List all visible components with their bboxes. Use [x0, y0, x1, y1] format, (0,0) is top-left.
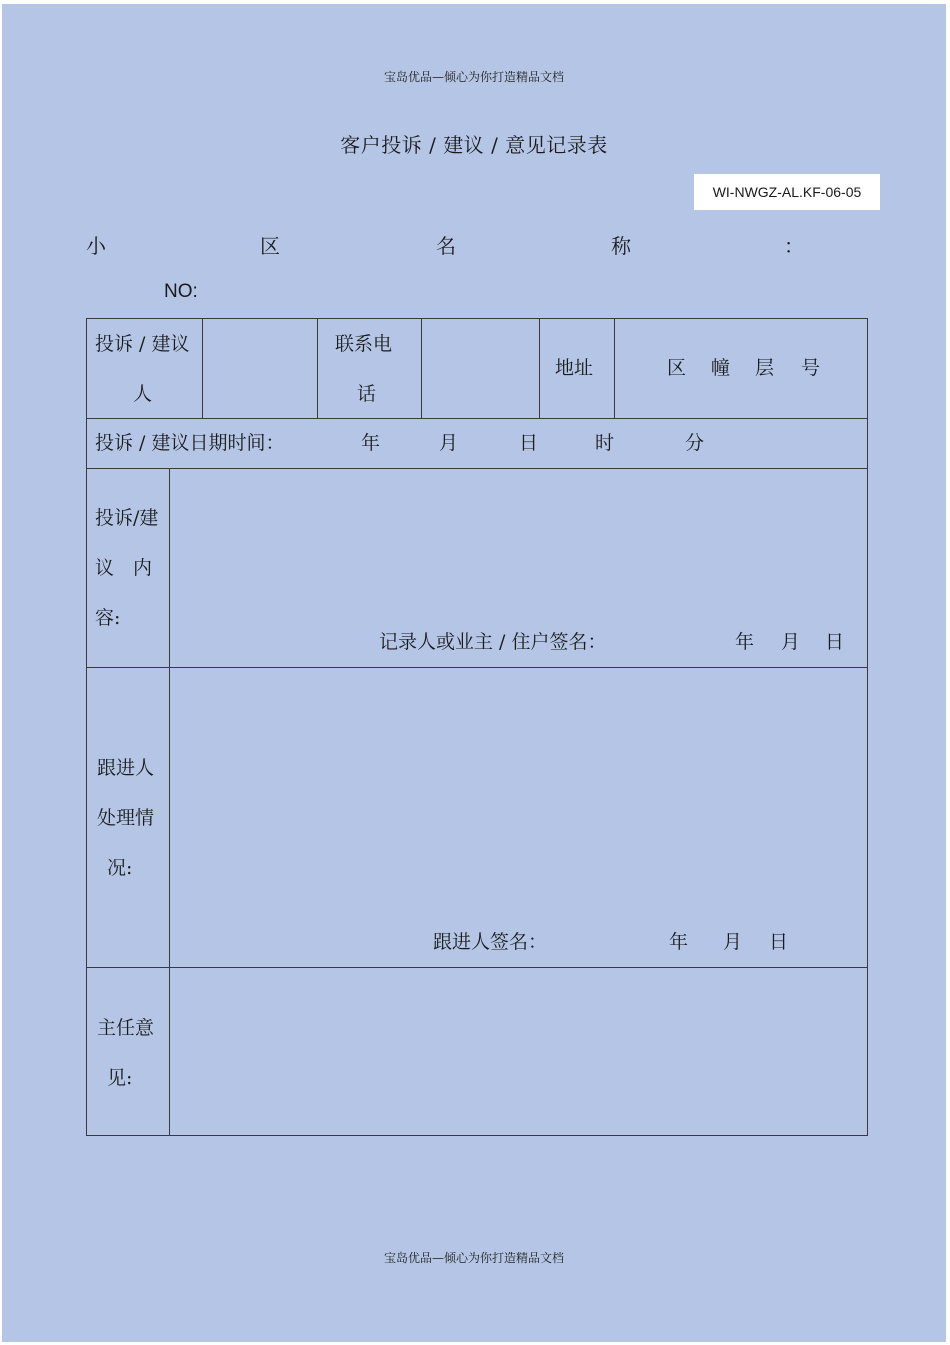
column-divider [539, 319, 540, 418]
datetime-unit-day: 日 [519, 432, 539, 454]
estate-label-char: 区 [260, 234, 280, 258]
column-divider [317, 319, 318, 418]
address-unit-number: 号 [801, 357, 821, 379]
signature-date-year: 年 [735, 631, 755, 653]
form-title: 客户投诉 / 建议 / 意见记录表 [340, 133, 608, 157]
supervisor-opinion-label: 主任意 见: [97, 1017, 155, 1089]
label-column-divider [169, 468, 170, 1135]
follow-up-date-month: 月 [723, 931, 743, 953]
phone-label: 联系电 话 [335, 333, 393, 405]
datetime-unit-year: 年 [361, 432, 381, 454]
row-divider [87, 667, 867, 668]
datetime-unit-hour: 时 [595, 432, 615, 454]
column-divider [614, 319, 615, 418]
complaint-content-label: 投诉/建 议 内 容: [95, 507, 159, 629]
follow-up-label: 跟进人 处理情 况: [97, 757, 155, 879]
record-number-label: NO: [164, 281, 198, 302]
estate-label-char: 小 [86, 234, 106, 258]
address-unit-floor: 层 [755, 357, 775, 379]
row-divider [87, 967, 867, 968]
estate-label-char: 名 [436, 234, 456, 258]
page-footer: 宝岛优品—倾心为你打造精品文档 [383, 1251, 564, 1265]
estate-name-field [84, 230, 804, 258]
signature-date-month: 月 [781, 631, 801, 653]
address-unit-building: 幢 [711, 357, 731, 379]
datetime-unit-minute: 分 [685, 432, 705, 454]
recorder-signature-label: 记录人或业主 / 住户签名： [379, 631, 607, 653]
row-divider [87, 468, 867, 469]
complainant-label: 投诉 / 建议 人 [95, 333, 190, 405]
page-header: 宝岛优品—倾心为你打造精品文档 [383, 70, 564, 84]
record-form-table [86, 318, 868, 1136]
column-divider [421, 319, 422, 418]
document-page [2, 4, 946, 1342]
estate-label-char: 称 [611, 234, 631, 258]
estate-label-char: ： [784, 234, 804, 258]
datetime-unit-month: 月 [439, 432, 459, 454]
signature-date-day: 日 [825, 631, 845, 653]
datetime-label: 投诉 / 建议日期时间： [95, 432, 285, 454]
column-divider [202, 319, 203, 418]
follow-up-date-year: 年 [669, 931, 689, 953]
follow-up-signature-label: 跟进人签名： [433, 931, 548, 953]
address-unit-district: 区 [667, 357, 687, 379]
follow-up-date-day: 日 [769, 931, 789, 953]
document-code-box: WI-NWGZ-AL.KF-06-05 [694, 174, 880, 210]
address-label: 地址 [555, 357, 594, 379]
